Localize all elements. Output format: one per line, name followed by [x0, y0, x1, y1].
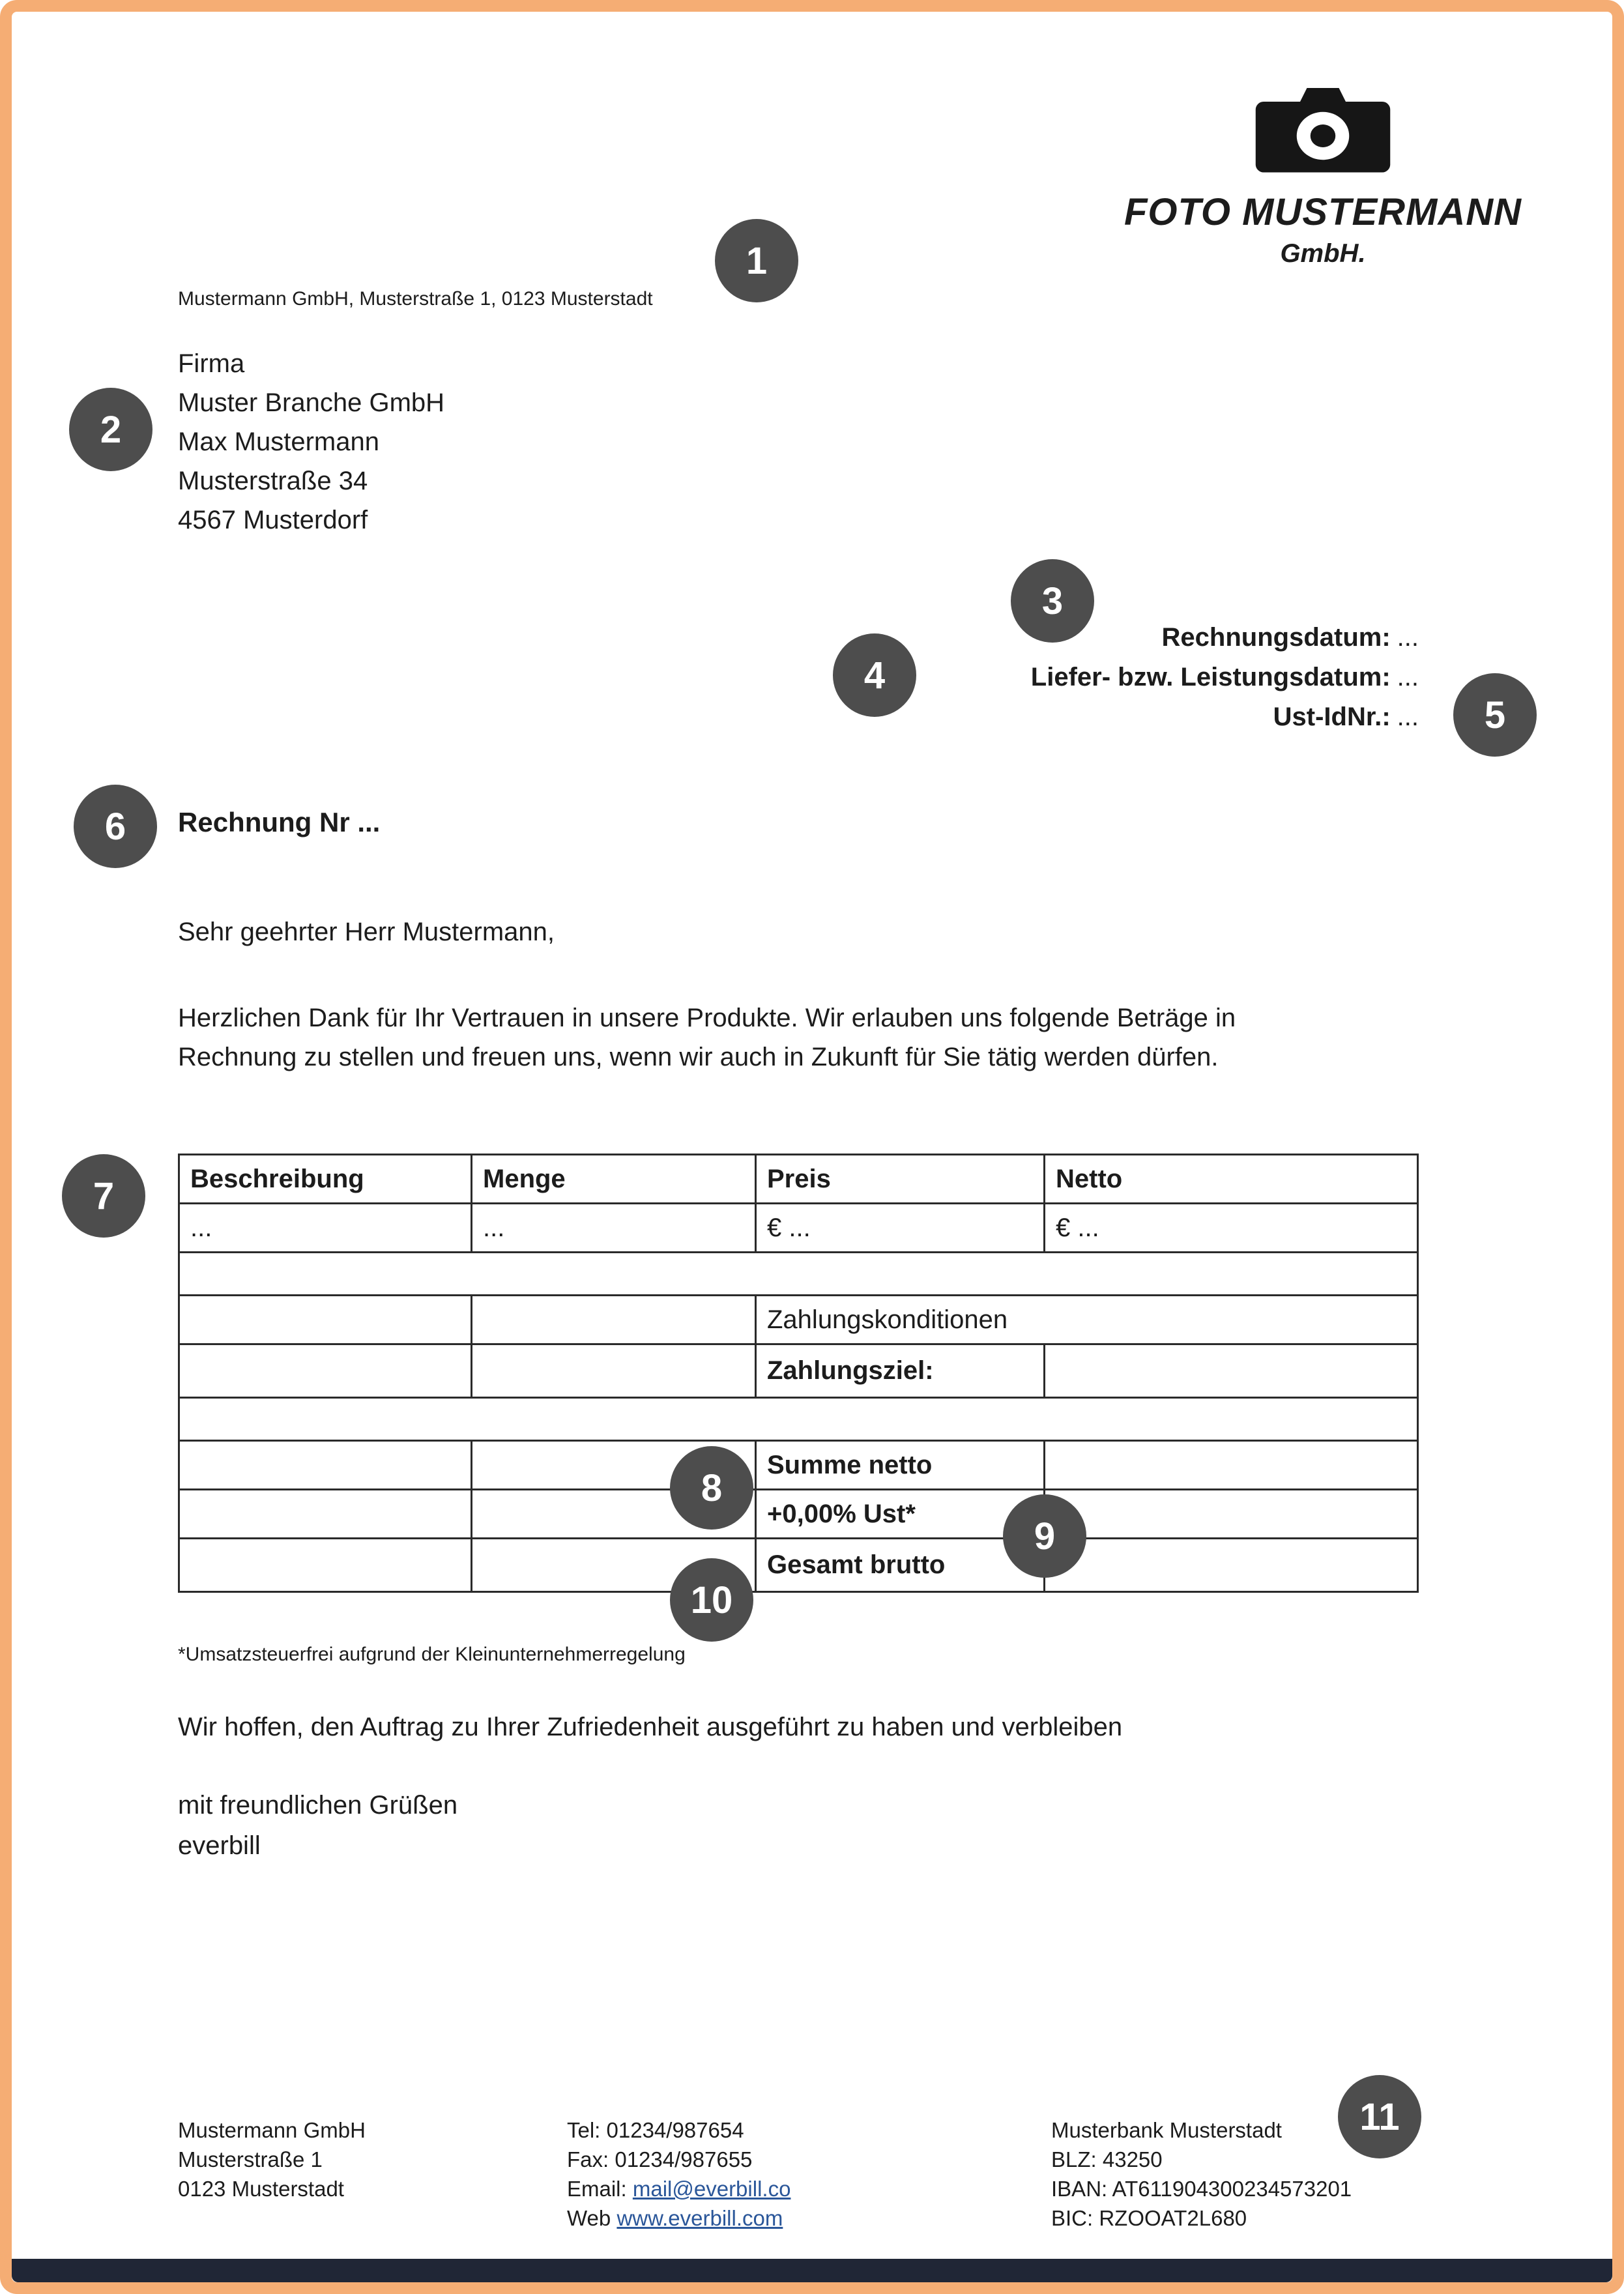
sender-address-line: Mustermann GmbH, Musterstraße 1, 0123 Musterstadt	[178, 288, 653, 310]
footer-company-line: 0123 Musterstadt	[178, 2177, 344, 2201]
delivery-date-line	[1031, 658, 1419, 697]
recipient-line: Musterstraße 34	[178, 467, 368, 495]
invoice-number-title: Rechnung Nr ...	[178, 807, 381, 837]
footer-bank-line: BLZ: 43250	[1051, 2147, 1163, 2171]
empty-cell	[179, 1398, 1418, 1441]
delivery-date-label: Liefer- bzw. Leistungsdatum:	[1030, 663, 1391, 691]
vat-id-label: Ust-IdNr.:	[1273, 703, 1391, 731]
total-gross-value-cell	[1045, 1539, 1418, 1592]
footer-tel-line: Tel: 01234/987654	[567, 2118, 744, 2142]
empty-cell	[179, 1344, 472, 1398]
footer-email-link[interactable]: mail@everbill.co	[632, 2177, 791, 2201]
annotation-marker-10: 10	[670, 1558, 753, 1642]
recipient-address-block	[178, 344, 444, 540]
payment-due-label: Zahlungsziel:	[756, 1344, 1045, 1398]
closing-line: Wir hoffen, den Auftrag zu Ihrer Zufriedenheit ausgeführt zu haben und verbleiben	[178, 1713, 1123, 1741]
footer-contact-column	[567, 2115, 790, 2233]
footer-bank-line: IBAN: AT611904300234573201	[1051, 2177, 1352, 2201]
annotation-marker-9: 9	[1003, 1494, 1086, 1578]
recipient-line: Max Mustermann	[178, 428, 379, 456]
delivery-date-value: ...	[1397, 663, 1419, 691]
empty-cell	[179, 1539, 472, 1592]
table-item-row	[179, 1204, 1418, 1253]
annotation-marker-8: 8	[670, 1446, 753, 1530]
footer-company-line: Mustermann GmbH	[178, 2118, 366, 2142]
annotation-marker-5: 5	[1453, 673, 1537, 757]
item-quantity-cell: ...	[472, 1204, 756, 1253]
footer-company-line: Musterstraße 1	[178, 2147, 323, 2171]
empty-cell	[472, 1344, 756, 1398]
col-header-net: Netto	[1045, 1155, 1418, 1204]
vat-row	[179, 1490, 1418, 1539]
vat-value-cell	[1045, 1490, 1418, 1539]
camera-icon	[1254, 83, 1391, 175]
empty-cell	[179, 1253, 1418, 1296]
sum-net-label: Summe netto	[756, 1441, 1045, 1490]
invoice-date-line	[1031, 618, 1419, 658]
sum-net-value-cell	[1045, 1441, 1418, 1490]
recipient-line: Muster Branche GmbH	[178, 388, 445, 417]
item-net-cell: € ...	[1045, 1204, 1418, 1253]
total-gross-label: Gesamt brutto	[756, 1539, 1045, 1592]
salutation: Sehr geehrter Herr Mustermann,	[178, 918, 555, 946]
recipient-line: 4567 Musterdorf	[178, 506, 368, 534]
item-description-cell: ...	[179, 1204, 472, 1253]
regards-line: mit freundlichen Grüßen	[178, 1791, 458, 1820]
payment-due-value-cell	[1045, 1344, 1418, 1398]
logo-legal-form: GmbH.	[1280, 239, 1366, 268]
col-header-description: Beschreibung	[179, 1155, 472, 1204]
payment-conditions-label: Zahlungskonditionen	[756, 1296, 1418, 1344]
invoice-date-label: Rechnungsdatum:	[1161, 623, 1391, 652]
annotation-marker-2: 2	[69, 388, 152, 471]
annotation-marker-1: 1	[715, 219, 798, 302]
empty-cell	[472, 1296, 756, 1344]
empty-cell	[179, 1441, 472, 1490]
vat-id-line	[1031, 697, 1419, 737]
spacer-row	[179, 1398, 1418, 1441]
footer-company-column	[178, 2115, 366, 2203]
annotation-marker-4: 4	[833, 633, 916, 717]
footer-email-label: Email:	[567, 2177, 633, 2201]
annotation-marker-3: 3	[1011, 559, 1094, 643]
vat-id-value: ...	[1397, 703, 1419, 731]
footer-bank-line: Musterbank Musterstadt	[1051, 2118, 1282, 2142]
empty-cell	[179, 1490, 472, 1539]
footer-email-line	[567, 2174, 790, 2203]
intro-paragraph: Herzlichen Dank für Ihr Vertrauen in unsere Produkte. Wir erlauben uns folgende Beträge in Rechnung zu stellen und freuen uns, wenn wir auch in Zukunft für Sie tätig werden dürfen.	[178, 1004, 1236, 1071]
small-business-footnote: *Umsatzsteuerfrei aufgrund der Kleinunternehmerregelung	[178, 1644, 686, 1665]
col-header-quantity: Menge	[472, 1155, 756, 1204]
signature-name: everbill	[178, 1831, 261, 1860]
empty-cell	[179, 1296, 472, 1344]
invoice-meta-block	[1031, 618, 1419, 737]
col-header-price: Preis	[756, 1155, 1045, 1204]
annotation-marker-11: 11	[1338, 2075, 1421, 2158]
invoice-date-value: ...	[1397, 623, 1419, 652]
sum-net-row	[179, 1441, 1418, 1490]
item-price-cell: € ...	[756, 1204, 1045, 1253]
footer-bank-line: BIC: RZOOAT2L680	[1051, 2206, 1247, 2230]
footer-web-label: Web	[567, 2206, 617, 2230]
payment-due-row	[179, 1344, 1418, 1398]
footer-bank-column	[1051, 2115, 1352, 2233]
total-gross-row	[179, 1539, 1418, 1592]
footer-web-link[interactable]: www.everbill.com	[616, 2206, 783, 2230]
footer-web-line	[567, 2203, 790, 2233]
vat-label: +0,00% Ust*	[756, 1490, 1045, 1539]
spacer-row	[179, 1253, 1418, 1296]
footer-color-bar	[12, 2259, 1612, 2282]
footer-fax-line: Fax: 01234/987655	[567, 2147, 753, 2171]
payment-conditions-row	[179, 1296, 1418, 1344]
recipient-line: Firma	[178, 349, 245, 378]
invoice-items-table	[178, 1154, 1419, 1593]
annotation-marker-7: 7	[62, 1154, 145, 1238]
table-header-row	[179, 1155, 1418, 1204]
company-logo	[1101, 83, 1544, 269]
logo-company-name: FOTO MUSTERMANN	[1124, 191, 1522, 233]
annotation-marker-6: 6	[74, 785, 157, 868]
